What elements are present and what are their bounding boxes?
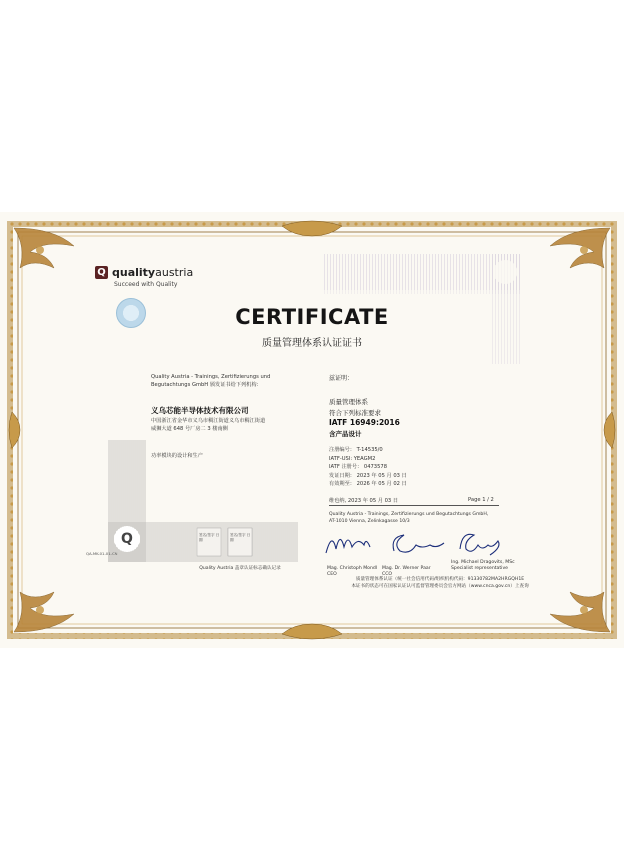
issuer-text: Quality Austria - Trainings, Zertifizierungs und Begutachtungs GmbH 颁发证书给下列机构： bbox=[151, 374, 271, 388]
page-number: Page 1 / 2 bbox=[468, 497, 494, 503]
standard-name: IATF 16949:2016 bbox=[329, 418, 400, 427]
info-row: IATF-USI: YEAGM2 bbox=[329, 455, 376, 462]
divider bbox=[329, 505, 499, 506]
stamp-box-2: 签名/签字 日期 bbox=[230, 533, 251, 542]
info-row: 有效期至： 2026 年 05 月 02 日 bbox=[329, 481, 407, 488]
certificate-title: CERTIFICATE bbox=[235, 305, 389, 329]
inclusion-note: 含产品设计 bbox=[329, 430, 362, 438]
signatures-ink bbox=[322, 527, 522, 561]
qms-label: 质量管理体系 bbox=[329, 398, 368, 406]
stamp-caption: Quality Austria 盖章认证标志确认记录 bbox=[199, 566, 281, 571]
conformity-label: 符合下列标准要求 bbox=[329, 409, 381, 417]
issue-place-date: 维也纳, 2023 年 05 月 03 日 bbox=[329, 498, 399, 504]
signatory-1: Mag. Christoph Mondl CEO bbox=[327, 566, 378, 578]
organization-address: 中国浙江省金华市义乌市稠江街道义乌市稠江街道 威狮大道 648 号厂房二 3 楼南侧 bbox=[151, 418, 266, 432]
certify-heading: 兹证明： bbox=[329, 375, 354, 382]
signatory-2: Mag. Dr. Werner Paar CCO bbox=[382, 566, 431, 578]
signatory-3: Ing. Michael Dragovits, MSc Specialist representative bbox=[451, 560, 515, 572]
registration-info bbox=[329, 446, 407, 489]
quality-austria-logo-icon: Q bbox=[95, 266, 108, 279]
certificate-subtitle: 质量管理体系认证证书 bbox=[262, 338, 362, 349]
info-row: 发证日期： 2023 年 05 月 03 日 bbox=[329, 472, 407, 479]
footer-note: 质量管理体系认证（统一社会信用代码/组织机构代码：91330782MA2HRGQH1E 本证书的状态可在国家认证认可监督管理委员会官方网站（www.cnca.gov.cn）上查询 bbox=[351, 577, 529, 589]
issuer-address: Quality Austria - Trainings, Zertifizierungs und Begutachtungs GmbH, AT-1010 Vienna, Zelinkagasse 10/3 bbox=[329, 512, 489, 524]
certification-scope: 功率模块的设计和生产 bbox=[151, 453, 203, 459]
stamp-box-1: 签名/签字 日期 bbox=[199, 533, 220, 542]
info-row: IATF 注册号： 0473578 bbox=[329, 464, 387, 471]
organization-name: 义乌芯能半导体技术有限公司 bbox=[151, 406, 249, 415]
info-row: 注册编号： T-14535/0 bbox=[329, 447, 383, 453]
brand-tagline: Succeed with Quality bbox=[114, 281, 178, 288]
stamp-q-logo-icon: Q bbox=[114, 526, 140, 552]
brand-name: qualityaustria bbox=[112, 266, 194, 279]
form-code: QA-MK-01-01-CN bbox=[86, 551, 118, 556]
